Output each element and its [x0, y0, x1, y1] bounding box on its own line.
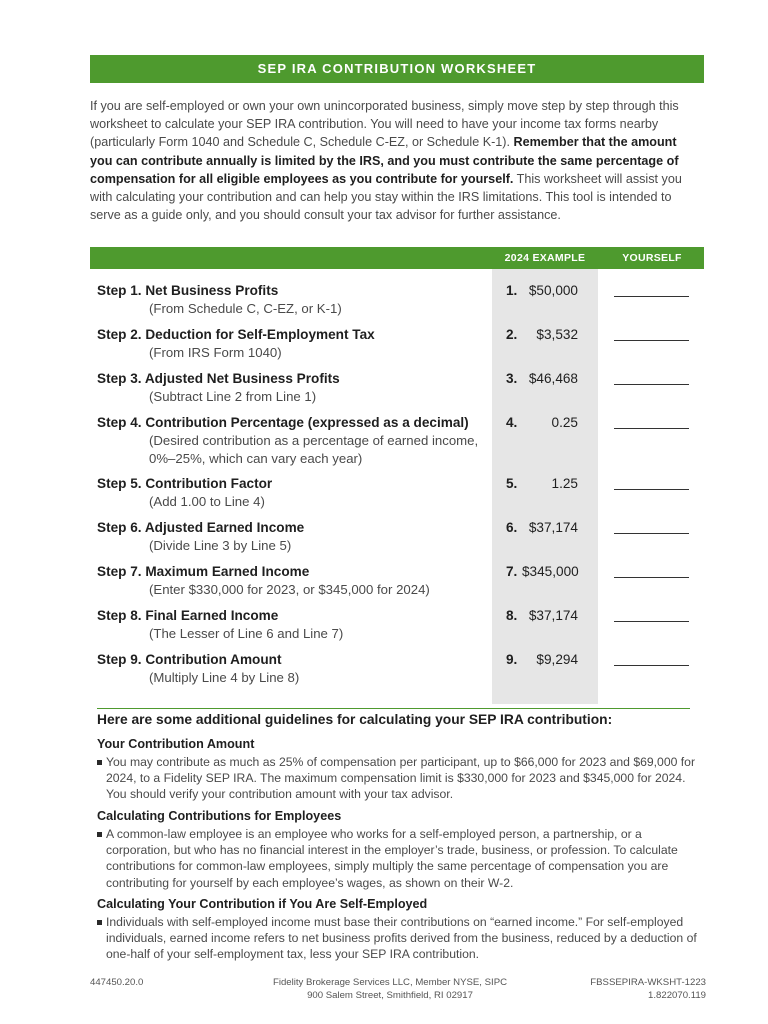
yourself-entry-line[interactable] — [614, 428, 689, 429]
step-line-number: 7. — [506, 564, 518, 579]
step-description: (Desired contribution as a percentage of earned income, 0%–25%, which can vary each year) — [149, 433, 479, 466]
step-line-number: 2. — [506, 327, 518, 342]
step-description: (Multiply Line 4 by Line 8) — [149, 670, 300, 685]
step-row-4 — [97, 414, 757, 468]
step-example-value: $50,000 — [528, 283, 578, 298]
step-line-number: 1. — [506, 283, 518, 298]
yourself-entry-line[interactable] — [614, 577, 689, 578]
footer-form-code: FBSSEPIRA-WKSHT-1223 — [590, 977, 706, 988]
footer-street: 900 Salem Street, Smithfield, RI 02917 — [307, 990, 473, 1001]
section-divider — [97, 708, 690, 709]
guidelines-heading: Here are some additional guidelines for calculating your SEP IRA contribution: — [97, 712, 613, 727]
step-example-value: $46,468 — [528, 371, 578, 386]
section-heading: Your Contribution Amount — [97, 737, 255, 751]
step-line-number: 6. — [506, 520, 518, 535]
step-row-3 — [97, 370, 757, 406]
guideline-text: Individuals with self-employed income must base their contributions on “earned income.” For self-employed individuals, earned income refers to net business profits derived from the business, reduced by a deduction of one-half of your self-employment tax, less your SEP IRA contribution. — [106, 915, 697, 962]
yourself-entry-line[interactable] — [614, 489, 689, 490]
yourself-entry-line[interactable] — [614, 384, 689, 385]
intro-text-2: This worksheet will assist you with calculating your contribution and can help you stay within the IRS limitations. This tool is intended to serve as a guide only, and you should consult your tax advisor for further assistance. — [90, 171, 682, 223]
guideline-text: You may contribute as much as 25% of compensation per participant, up to $66,000 for 2023 and $69,000 for 2024, to a Fidelity SEP IRA. The maximum compensation limit is $330,000 for 2023 and $345,000 for 2024. You should verify your contribution amount with your tax advisor. — [106, 755, 695, 802]
intro-bold-text: Remember that the amount you can contribute annually is limited by the IRS, and you must contribute the same percentage of compensation for all eligible employees as you contribute for yourself. — [90, 135, 679, 186]
table-header — [90, 247, 704, 269]
step-description: (From Schedule C, C-EZ, or K-1) — [149, 301, 342, 316]
step-title: Step 1. Net Business Profits — [97, 283, 279, 298]
step-row-9 — [97, 651, 757, 687]
step-example-value: 1.25 — [551, 476, 578, 491]
section-heading: Calculating Your Contribution if You Are Self-Employed — [97, 897, 428, 911]
step-row-1 — [97, 282, 757, 318]
step-description: (Enter $330,000 for 2023, or $345,000 for 2024) — [149, 582, 430, 597]
footer-company: Fidelity Brokerage Services LLC, Member NYSE, SIPC — [272, 977, 508, 988]
step-row-7 — [97, 563, 757, 599]
bullet-square-icon — [97, 760, 102, 765]
section-heading: Calculating Contributions for Employees — [97, 809, 342, 823]
step-title: Step 7. Maximum Earned Income — [97, 564, 310, 579]
yourself-entry-line[interactable] — [614, 665, 689, 666]
column-header-yourself: YOURSELF — [622, 252, 682, 264]
worksheet-title: SEP IRA CONTRIBUTION WORKSHEET — [90, 55, 704, 83]
intro-text-1: If you are self-employed or own your own unincorporated business, simply move step by step through this worksheet to calculate your SEP IRA contribution. You will need to have your income tax forms nearby (particularly Form 1040 and Schedule C, Schedule C-EZ, or Schedule K-1). — [90, 99, 679, 150]
step-row-5 — [97, 475, 757, 511]
step-example-value: $9,294 — [536, 652, 578, 667]
guideline-text: A common-law employee is an employee who works for a self-employed person, a partnership, or a corporation, but who has no financial interest in the employer’s trade, business, or profession. To calculate contributions for common-law employees, simply multiply the same percentage of compensation you are contributing for yourself by each employee’s wages, as shown on their W-2. — [106, 827, 678, 890]
step-example-value: $345,000 — [522, 564, 579, 579]
guideline-bullet — [97, 826, 703, 891]
column-header-example: 2024 EXAMPLE — [504, 252, 586, 264]
footer-code: 447450.20.0 — [90, 977, 144, 988]
step-description: (Add 1.00 to Line 4) — [149, 494, 265, 509]
yourself-entry-line[interactable] — [614, 621, 689, 622]
step-line-number: 5. — [506, 476, 518, 491]
step-title: Step 5. Contribution Factor — [97, 476, 273, 491]
step-title: Step 6. Adjusted Earned Income — [97, 520, 305, 535]
step-line-number: 8. — [506, 608, 518, 623]
step-line-number: 3. — [506, 371, 518, 386]
step-title: Step 8. Final Earned Income — [97, 608, 279, 623]
step-description: (From IRS Form 1040) — [149, 345, 282, 360]
step-title: Step 2. Deduction for Self-Employment Tax — [97, 327, 375, 342]
step-title: Step 3. Adjusted Net Business Profits — [97, 371, 340, 386]
yourself-entry-line[interactable] — [614, 296, 689, 297]
step-row-2 — [97, 326, 757, 362]
step-example-value: $37,174 — [528, 520, 578, 535]
yourself-entry-line[interactable] — [614, 340, 689, 341]
step-line-number: 9. — [506, 652, 518, 667]
step-line-number: 4. — [506, 415, 518, 430]
guideline-bullet — [97, 754, 703, 803]
step-example-value: $3,532 — [536, 327, 578, 342]
step-example-value: $37,174 — [528, 608, 578, 623]
intro-paragraph — [90, 97, 700, 224]
step-example-value: 0.25 — [551, 415, 578, 430]
yourself-entry-line[interactable] — [614, 533, 689, 534]
footer-form-number: 1.822070.119 — [648, 990, 706, 1001]
step-description: (Subtract Line 2 from Line 1) — [149, 389, 317, 404]
step-title: Step 9. Contribution Amount — [97, 652, 282, 667]
step-description: (The Lesser of Line 6 and Line 7) — [149, 626, 344, 641]
step-row-8 — [97, 607, 757, 643]
bullet-square-icon — [97, 832, 102, 837]
footer-address — [230, 976, 550, 1002]
step-row-6 — [97, 519, 757, 555]
bullet-square-icon — [97, 920, 102, 925]
step-title: Step 4. Contribution Percentage (expressed as a decimal) — [97, 415, 469, 430]
step-description: (Divide Line 3 by Line 5) — [149, 538, 292, 553]
guideline-bullet — [97, 914, 703, 963]
footer-form-id — [560, 976, 706, 1002]
